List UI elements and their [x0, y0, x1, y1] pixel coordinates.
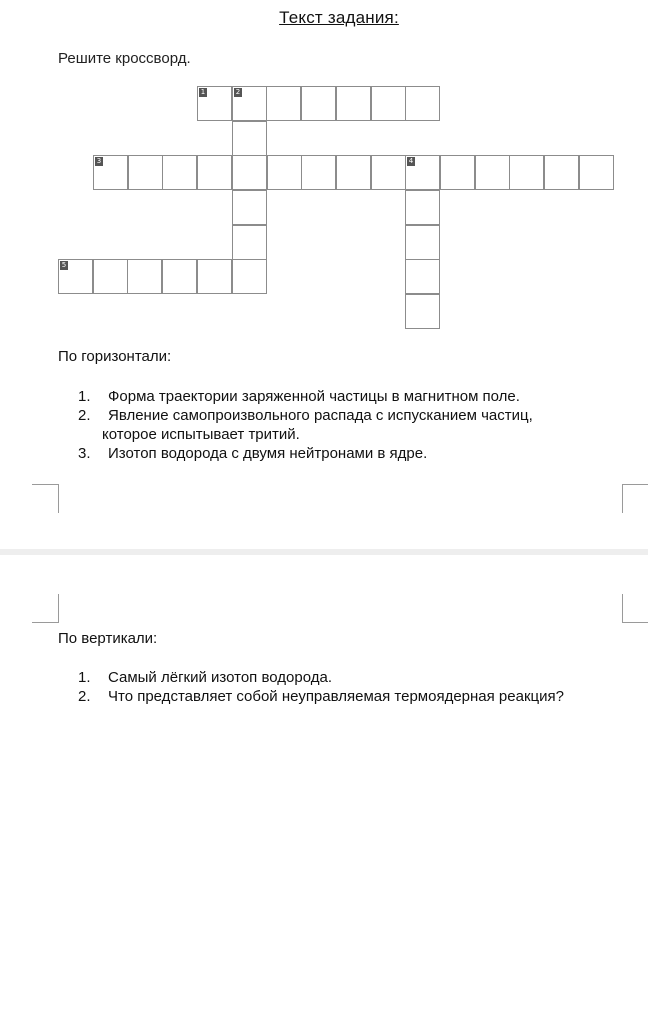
list-item — [78, 387, 533, 406]
crossword-cell[interactable] — [232, 155, 267, 190]
list-item — [78, 406, 533, 444]
crossword-cell[interactable] — [301, 155, 336, 190]
list-item — [78, 668, 564, 687]
crossword-cell[interactable] — [128, 155, 163, 190]
crossword-cell[interactable] — [197, 259, 232, 294]
crossword-cell[interactable] — [266, 86, 301, 121]
page-title: Текст задания: — [279, 8, 399, 27]
crossword-cell[interactable] — [93, 259, 128, 294]
clue-number: 3. — [78, 445, 91, 462]
clue-number-badge: 2 — [235, 88, 241, 96]
crossword-cell[interactable] — [232, 225, 267, 260]
crossword-cell[interactable] — [232, 121, 267, 156]
clue-text: Что представляет собой неуправляемая термоядерная реакция? — [108, 688, 564, 705]
vertical-heading: По вертикали: — [58, 630, 158, 647]
crossword-cell[interactable] — [336, 86, 371, 121]
list-item — [78, 687, 564, 706]
crossword-cell[interactable] — [232, 259, 267, 294]
crossword-cell[interactable] — [544, 155, 579, 190]
crossword-cell[interactable] — [371, 155, 406, 190]
crossword-cell[interactable] — [301, 86, 336, 121]
clue-text: Изотоп водорода с двумя нейтронами в ядре. — [108, 445, 428, 462]
crossword-cell[interactable] — [162, 259, 197, 294]
crossword-cell[interactable] — [162, 155, 197, 190]
crossword-cell[interactable] — [405, 225, 440, 260]
crop-mark-corner — [622, 594, 648, 623]
crossword-cell[interactable] — [336, 155, 371, 190]
clue-text: Самый лёгкий изотоп водорода. — [108, 669, 332, 686]
list-item — [78, 444, 533, 463]
crossword-cell[interactable] — [232, 190, 267, 225]
instruction-text: Решите кроссворд. — [58, 50, 191, 67]
crop-mark-corner — [32, 484, 59, 513]
crossword-cell[interactable] — [440, 155, 475, 190]
horizontal-clue-list — [78, 387, 533, 463]
crop-mark-corner — [32, 594, 59, 623]
horizontal-heading: По горизонтали: — [58, 348, 172, 365]
crossword-cell[interactable] — [405, 190, 440, 225]
crop-mark-corner — [622, 484, 648, 513]
clue-number-badge: 5 — [61, 261, 67, 269]
crossword-grid — [0, 0, 648, 340]
crossword-cell[interactable] — [509, 155, 544, 190]
clue-number-badge: 4 — [408, 157, 414, 165]
crossword-cell[interactable] — [267, 155, 302, 190]
crossword-cell[interactable] — [579, 155, 614, 190]
page-divider — [0, 549, 648, 555]
crossword-cell[interactable] — [371, 86, 406, 121]
clue-text: Явление самопроизвольного распада с испусканием частиц, — [108, 407, 533, 424]
clue-text-continuation: которое испытывает тритий. — [102, 426, 300, 443]
crossword-cell[interactable] — [127, 259, 162, 294]
crossword-cell[interactable] — [475, 155, 510, 190]
clue-number-badge: 3 — [96, 157, 102, 165]
clue-text: Форма траектории заряженной частицы в магнитном поле. — [108, 388, 520, 405]
crossword-cell[interactable] — [197, 155, 232, 190]
clue-number: 1. — [78, 669, 91, 686]
clue-number: 2. — [78, 688, 91, 705]
clue-number: 1. — [78, 388, 91, 405]
crossword-cell[interactable] — [405, 86, 440, 121]
crossword-cell[interactable] — [405, 294, 440, 329]
vertical-clue-list — [78, 668, 564, 706]
crossword-cell[interactable] — [405, 259, 440, 294]
clue-number-badge: 1 — [200, 88, 206, 96]
clue-number: 2. — [78, 407, 91, 424]
